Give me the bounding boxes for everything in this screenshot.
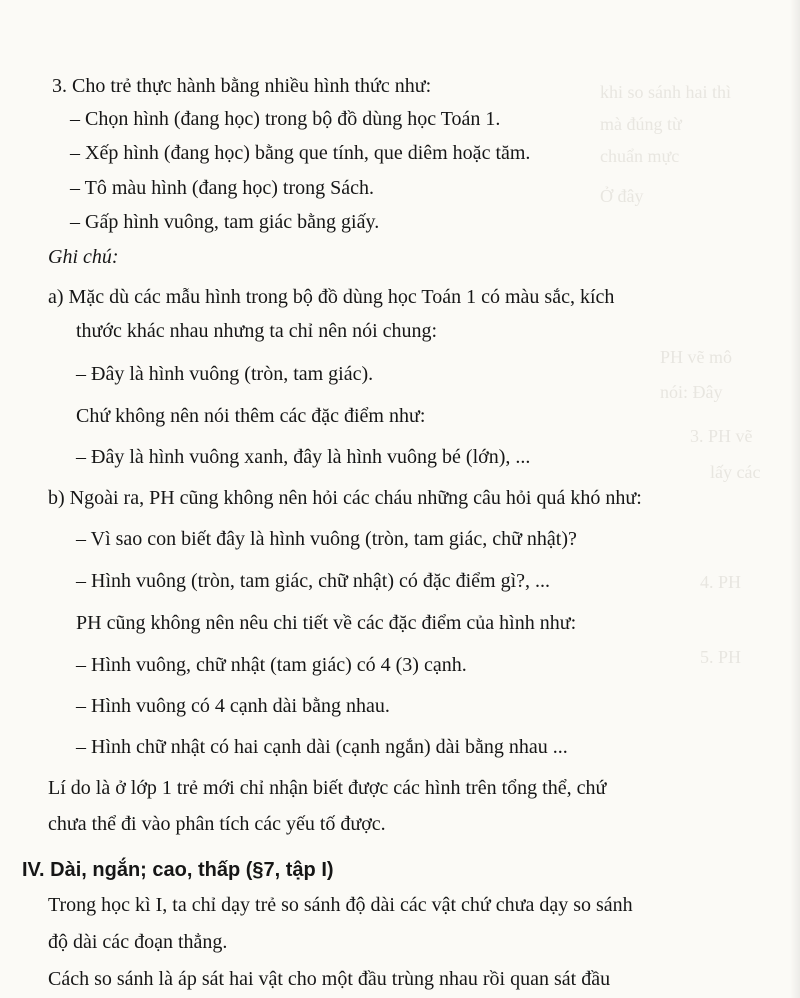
- bleed-through-text: lấy các: [710, 462, 761, 482]
- note-b-mid: PH cũng không nên nêu chi tiết về các đặc điểm của hình như:: [76, 612, 577, 634]
- note-a-mid: Chứ không nên nói thêm các đặc điểm như:: [76, 405, 426, 427]
- list-item: – Gấp hình vuông, tam giác bằng giấy.: [70, 211, 380, 233]
- list-item: – Đây là hình vuông (tròn, tam giác).: [76, 363, 374, 385]
- list-item: – Vì sao con biết đây là hình vuông (tròn, tam giác, chữ nhật)?: [76, 528, 577, 550]
- bleed-through-text: mà đúng từ: [600, 114, 682, 134]
- list-item: – Xếp hình (đang học) bằng que tính, que diêm hoặc tăm.: [70, 142, 531, 164]
- reason-line2: chưa thể đi vào phân tích các yếu tố được.: [48, 813, 386, 835]
- bleed-through-text: Ở đây: [600, 186, 644, 206]
- list-item: – Hình vuông có 4 cạnh dài bằng nhau.: [76, 695, 390, 717]
- bleed-through-text: 3. PH vẽ: [690, 426, 753, 446]
- bleed-through-text: 5. PH: [700, 647, 742, 667]
- list-item: – Tô màu hình (đang học) trong Sách.: [70, 177, 375, 199]
- page-edge-shadow: [790, 0, 800, 998]
- note-b-line1: b) Ngoài ra, PH cũng không nên hỏi các cháu những câu hỏi quá khó như:: [48, 487, 642, 509]
- note-a-line2: thước khác nhau nhưng ta chỉ nên nói chung:: [76, 320, 438, 342]
- bleed-through-text: chuẩn mực: [600, 146, 680, 166]
- list-item: – Chọn hình (đang học) trong bộ đồ dùng học Toán 1.: [70, 108, 501, 130]
- bleed-through-text: khi so sánh hai thì: [600, 82, 731, 102]
- section4-p2-line1: Cách so sánh là áp sát hai vật cho một đầu trùng nhau rồi quan sát đầu: [48, 968, 611, 990]
- bleed-through-text: nói: Đây: [660, 382, 723, 402]
- bleed-through-text: 4. PH: [700, 572, 742, 592]
- section4-heading: IV. Dài, ngắn; cao, thấp (§7, tập I): [22, 859, 334, 881]
- note-label: Ghi chú:: [48, 246, 119, 268]
- list-item: – Đây là hình vuông xanh, đây là hình vuông bé (lớn), ...: [76, 446, 531, 468]
- bleed-through-text: PH vẽ mô: [660, 347, 732, 367]
- list-item: – Hình vuông, chữ nhật (tam giác) có 4 (3) cạnh.: [76, 654, 467, 676]
- section3-intro: 3. Cho trẻ thực hành bằng nhiều hình thức như:: [52, 75, 432, 97]
- note-a-line1: a) Mặc dù các mẫu hình trong bộ đồ dùng học Toán 1 có màu sắc, kích: [48, 286, 615, 308]
- list-item: – Hình vuông (tròn, tam giác, chữ nhật) có đặc điểm gì?, ...: [76, 570, 551, 592]
- reason-line1: Lí do là ở lớp 1 trẻ mới chỉ nhận biết được các hình trên tổng thể, chứ: [48, 777, 607, 799]
- section4-p1-line1: Trong học kì I, ta chỉ dạy trẻ so sánh độ dài các vật chứ chưa dạy so sánh: [48, 894, 633, 916]
- section4-p1-line2: độ dài các đoạn thẳng.: [48, 931, 228, 953]
- list-item: – Hình chữ nhật có hai cạnh dài (cạnh ngắn) dài bằng nhau ...: [76, 736, 568, 758]
